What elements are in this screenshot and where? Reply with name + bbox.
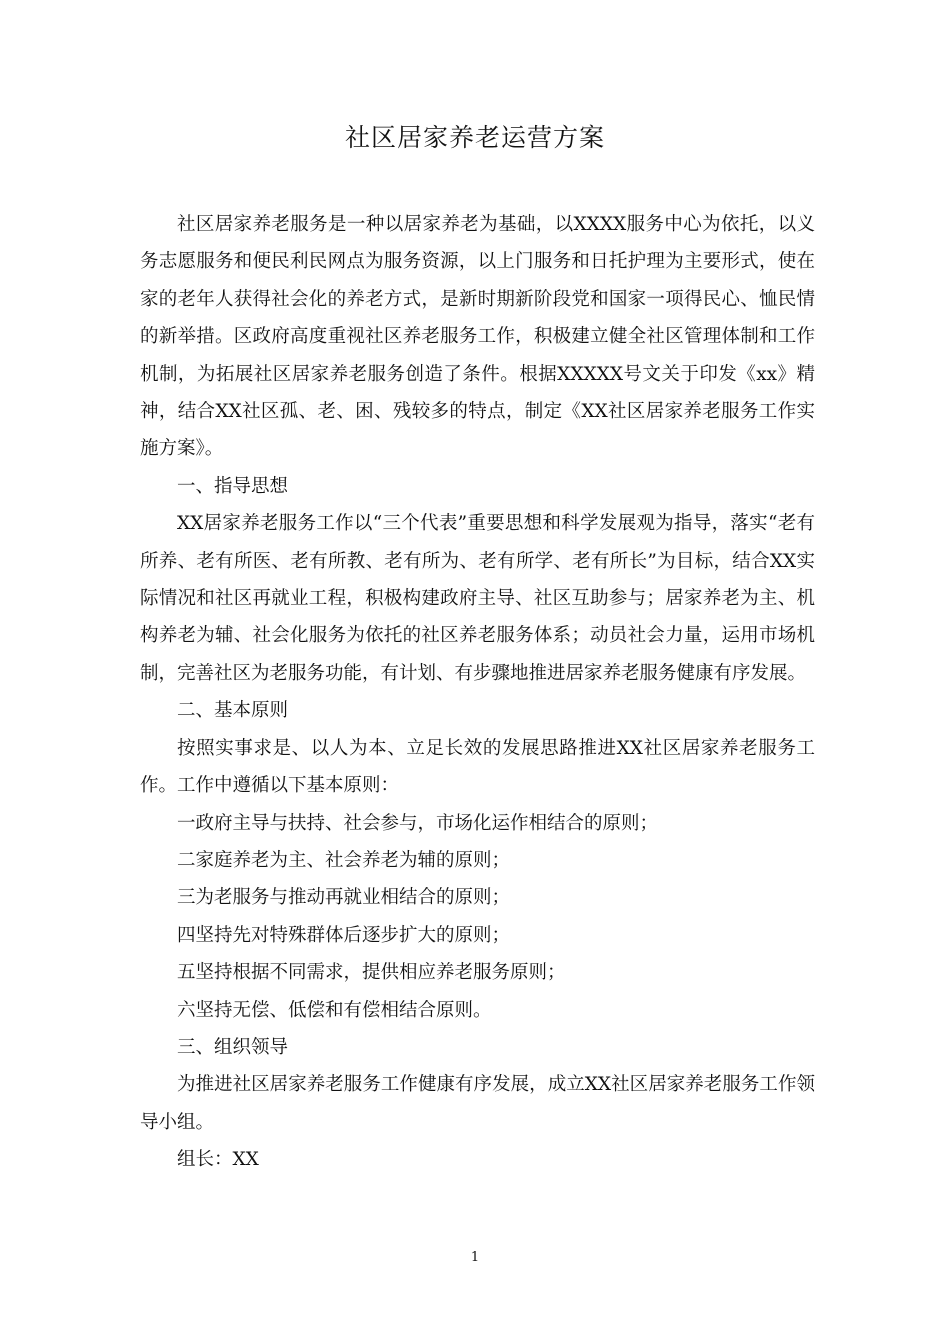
principle-item-4: 四坚持先对特殊群体后逐步扩大的原则； <box>177 924 511 946</box>
principle-item-6: 六坚持无偿、低偿和有偿相结合原则。 <box>177 999 492 1021</box>
document-title: 社区居家养老运营方案 <box>344 123 605 152</box>
principle-item-5: 五坚持根据不同需求，提供相应养老服务原则； <box>177 962 566 984</box>
principle-item-1: 一政府主导与扶持、社会参与，市场化运作相结合的原则； <box>177 812 659 834</box>
document-body <box>140 206 815 1179</box>
page-number: 1 <box>470 1250 480 1265</box>
basic-principles-paragraph: 按照实事求是、以人为本、立足长效的发展思路推进XX社区居家养老服务工作。工作中遵循以下基本原则： <box>140 737 815 797</box>
group-leader-line: 组长：XX <box>177 1149 259 1171</box>
principle-item-2: 二家庭养老为主、社会养老为辅的原则； <box>177 849 511 871</box>
section-heading-basic-principles: 二、基本原则 <box>177 700 289 722</box>
principle-item-3: 三为老服务与推动再就业相结合的原则； <box>177 887 511 909</box>
section-heading-guiding-ideology: 一、指导思想 <box>177 475 289 497</box>
section-heading-organization: 三、组织领导 <box>177 1036 289 1058</box>
guiding-ideology-paragraph: XX居家养老服务工作以“三个代表”重要思想和科学发展观为指导，落实“老有所养、老有所医、老有所教、老有所为、老有所学、老有所长”为目标，结合XX实际情况和社区再就业工程，积极构建政府主导、社区互助参与；居家养老为主、机构养老为辅、社会化服务为依托的社区养老服务体系；动员社会力量，运用市场机制，完善社区为老服务功能，有计划、有步骤地推进居家养老服务健康有序发展。 <box>140 513 815 684</box>
intro-paragraph: 社区居家养老服务是一种以居家养老为基础，以XXXX服务中心为依托，以义务志愿服务和便民利民网点为服务资源，以上门服务和日托护理为主要形式，使在家的老年人获得社会化的养老方式，是新时期新阶段党和国家一项得民心、恤民情的新举措。区政府高度重视社区养老服务工作，积极建立健全社区管理体制和工作机制，为拓展社区居家养老服务创造了条件。根据XXXXX号文关于印发《xx》精神，结合XX社区孤、老、困、残较多的特点，制定《XX社区居家养老服务工作实施方案》。 <box>140 214 815 460</box>
organization-paragraph: 为推进社区居家养老服务工作健康有序发展，成立XX社区居家养老服务工作领导小组。 <box>140 1074 815 1133</box>
